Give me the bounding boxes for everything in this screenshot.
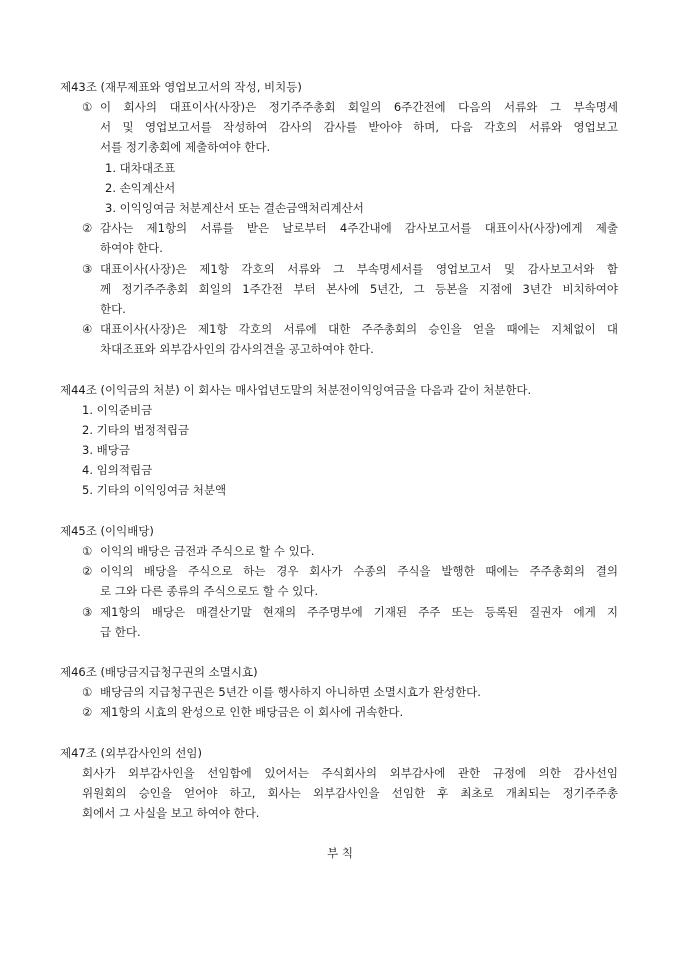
article-44-item-1: 1. 이익준비금 — [82, 403, 153, 417]
article-45-para-1-line-1: 이익의 배당은 금전과 주식으로 할 수 있다. — [100, 544, 315, 558]
article-43-para-1-line-2: 서 및 영업보고서를 작성하여 감사의 감사를 받아야 하며, 다음 각호의 서류와 영업보고 — [100, 120, 618, 134]
article-46-para-1-num: ① — [82, 685, 93, 699]
article-43-para-4-line-1: 대표이사(사장)은 제1항 각호의 서류에 대한 주주총회의 승인을 얻을 때에는 지체없이 대 — [100, 322, 618, 336]
article-46-para-2-num: ② — [82, 705, 93, 719]
article-43-heading: 제43조 (재무제표와 영업보고서의 작성, 비치등) — [60, 80, 302, 94]
article-43-para-3-line-2: 께 정기주주총회 회일의 1주간전 부터 본사에 5년간, 그 등본을 지점에 3년간 비치하여야 — [100, 282, 618, 296]
article-44-item-4: 4. 임의적립금 — [82, 463, 153, 477]
article-45-heading: 제45조 (이익배당) — [60, 524, 154, 538]
article-43-para-1-line-3: 서를 정기총회에 제출하여야 한다. — [100, 140, 271, 154]
article-43-para-2-line-1: 감사는 제1항의 서류를 받은 날로부터 4주간내에 감사보고서를 대표이사(사장)에게 제출 — [100, 221, 618, 235]
article-46-para-2-line-1: 제1항의 시효의 완성으로 인한 배당금은 이 회사에 귀속한다. — [100, 705, 404, 719]
article-43-subitem-2: 2. 손익계산서 — [105, 181, 176, 195]
article-45-para-3-line-2: 급 한다. — [100, 625, 141, 639]
article-45-para-2-num: ② — [82, 564, 93, 578]
article-44-item-2: 2. 기타의 법정적립금 — [82, 423, 190, 437]
article-45-para-2-line-2: 로 그와 다른 종류의 주식으로도 할 수 있다. — [100, 584, 319, 598]
article-46-para-1-line-1: 배당금의 지급청구권은 5년간 이를 행사하지 아니하면 소멸시효가 완성한다. — [100, 685, 481, 699]
article-46-heading: 제46조 (배당금지급청구권의 소멸시효) — [60, 665, 258, 679]
article-43-para-1-line-1: 이 회사의 대표이사(사장)은 정기주주총회 회일의 6주간전에 다음의 서류와 그 부속명세 — [100, 100, 618, 114]
article-45-para-3-line-1: 제1항의 배당은 매결산기말 현재의 주주명부에 기재된 주주 또는 등록된 질권자 에게 지 — [100, 605, 618, 619]
article-43-subitem-3: 3. 이익잉여금 처분계산서 또는 결손금액처리계산서 — [105, 201, 364, 215]
article-47-body-line-3: 회에서 그 사실을 보고 하여야 한다. — [82, 806, 260, 820]
article-43-para-4-num: ④ — [82, 322, 93, 336]
supplementary-provisions-title: 부 칙 — [327, 846, 353, 860]
article-43-para-3-num: ③ — [82, 262, 93, 276]
article-47-body-line-1: 회사가 외부감사인을 선임함에 있어서는 주식회사의 외부감사에 관한 규정에 의한 감사선임 — [82, 766, 618, 780]
article-43-para-2-num: ② — [82, 221, 93, 235]
article-44-item-5: 5. 기타의 이익잉여금 처분액 — [82, 483, 227, 497]
article-47-heading: 제47조 (외부감사인의 선임) — [60, 746, 203, 760]
article-43-para-2-line-2: 하여야 한다. — [100, 241, 163, 255]
article-43-para-3-line-3: 한다. — [100, 302, 126, 316]
article-45-para-2-line-1: 이익의 배당을 주식으로 하는 경우 회사가 수종의 주식을 발행한 때에는 주주총회의 결의 — [100, 564, 618, 578]
article-44-heading: 제44조 (이익금의 처분) 이 회사는 매사업년도말의 처분전이익잉여금을 다음과 같이 처분한다. — [60, 383, 532, 397]
article-45-para-3-num: ③ — [82, 605, 93, 619]
article-47-body-line-2: 위원회의 승인을 얻어야 하고, 회사는 외부감사인을 선임한 후 최초로 개최되는 정기주주총 — [82, 786, 618, 800]
article-43-para-1-num: ① — [82, 100, 93, 114]
article-43-para-3-line-1: 대표이사(사장)은 제1항 각호의 서류와 그 부속명세서를 영업보고서 및 감사보고서와 함 — [100, 262, 618, 276]
article-44-item-3: 3. 배당금 — [82, 443, 130, 457]
article-43-subitem-1: 1. 대차대조표 — [105, 161, 176, 175]
article-43-para-4-line-2: 차대조표와 외부감사인의 감사의견을 공고하여야 한다. — [100, 342, 374, 356]
article-45-para-1-num: ① — [82, 544, 93, 558]
